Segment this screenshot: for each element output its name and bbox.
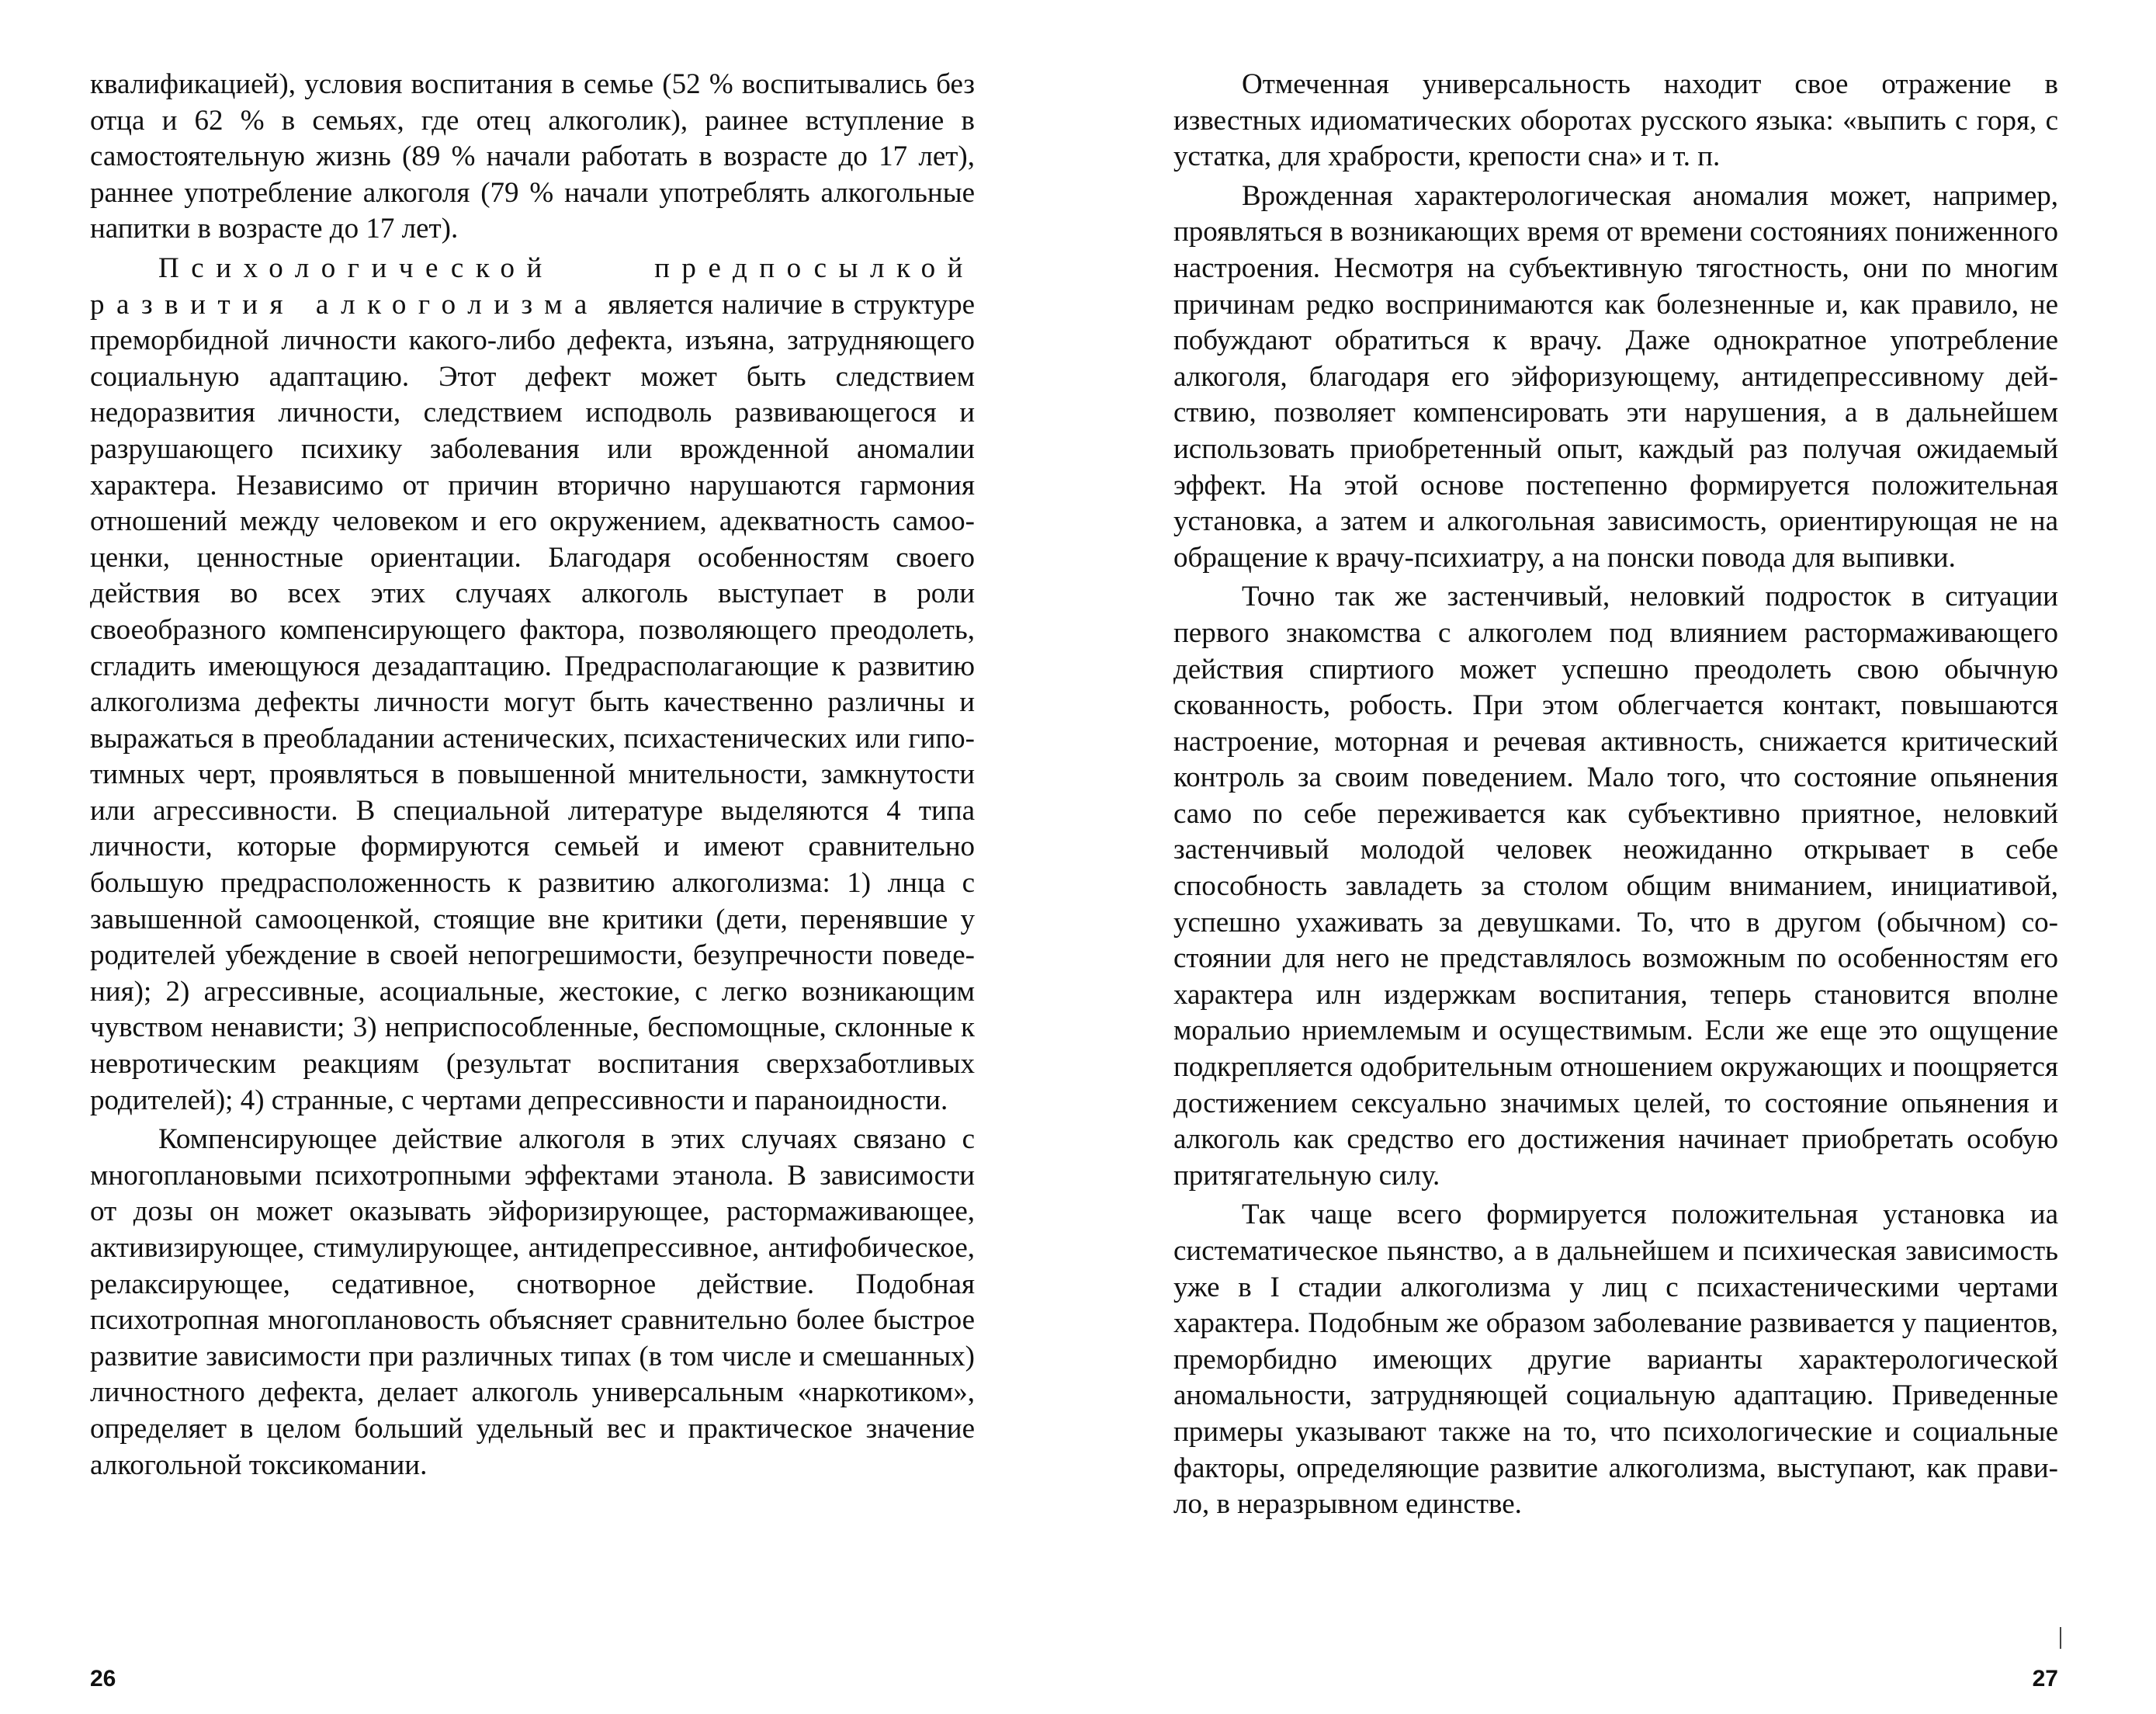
page-number-left: 26 [90,1666,116,1691]
left-paragraph-2-text: является наличие в структуре преморбидной личности какого-либо дефекта, изъяна, затрудняющего социальную адаптацию. Этот дефект может быть следствием недоразвития личности, следствием исподволь развивающегося и разрушающего психику заболевания или врожденной аномалии характера. Независимо от причин вторично нарушаются гармония отношений между человеком и его окружением, адекватность самооценки, ценностные ориентации. Благодаря особенностям своего действия во всех этих случаях алкоголь выступает в роли своеобразного компенсирующего фактора, позволяющего преодолеть, сгладить имеющуюся дезадаптацию. Предрасполагающие к развитию алкоголизма дефекты личности могут быть качественно различны и выражаться в преобладании астенических, психастенических или гипотимных черт, проявляться в повышенной мнительности, замкнутости или агрессивности. В специальной литературе выделяются 4 типа личности, которые формируются семьей и имеют сравнительно большую предрасположенность к развитию алкоголизма: 1) лнца с завышенной самооценкой, стоящие вне критики (дети, перенявшие у родителей убеждение в своей непогрешимости, безупречности поведения); 2) агрессивные, асоциальные, жестокие, с легко возникающим чувством ненависти; 3) неприспособленные, беспомощные, склонные к невротическим реакциям (результат воспитания сверхзаботливых родителей); 4) странные, с чертами депрессивности и параноидности. [90,288,975,1116]
right-paragraph-1: Отмеченная универсальность находит свое отражение в известных идиоматических оборотах русского языка: «выпить с горя, с устатка, для храбрости, крепости сна» и т. п. [1173,68,2058,173]
page-number-right: 27 [2032,1666,2058,1691]
right-paragraph-4: Так чаще всего формируется положительная установка иа систематическое пьянство, а в дальнейшем и психическая зависимость уже в I стадии алкоголизма у лиц с психастеническими чертами характера. Подобным же образом заболевание развивается у пациентов, преморбидно имеющих другие варианты характерологической аномальности, затрудняющей социальную адаптацию. Приведенные примеры указывают также на то, что психологические и социальные факторы, определяющие развитие алкоголизма, выступают, как правило, в неразрывном единстве. [1173,1199,2058,1521]
left-paragraph-2 [90,251,975,1119]
right-paragraph-3: Точно так же застенчивый, неловкий подросток в ситуации первого знакомства с алкоголем под влиянием растормаживающего действия спиртиого может успешно преодолеть свою обычную скованность, робость. При этом облегчается контакт, повышаются настроение, моторная и речевая активность, снижается критический контроль за своим поведением. Мало того, что состояние опьянения само по себе переживается как субъективно приятное, неловкий застенчивый молодой человек неожиданно открывает в себе способность завладеть за столом общим вниманием, инициативой, успешно ухаживать за девушками. То, что в другом (обычном) состоянии для него не представлялось возможным по особенностям его характера илн издержкам воспитания, теперь становится вполне моральио нриемлемым и осуществимым. Если же еще это ощущение подкрепляется одобрительным отношением окружающих и поощряется достижением сексуально значимых целей, то состояние опьянения и алкоголь как средство его достижения начинает приобретать особую притягательную силу. [1173,581,2058,1192]
margin-mark [2060,1627,2061,1649]
right-paragraph-2: Врожденная характерологическая аномалия может, например, проявляться в возникающих время от времени состояниях пониженного настроения. Несмотря на субъективную тягостность, они по многим причинам редко воспринимаются как болезненные и, как правило, не побуждают обратиться к врачу. Даже однократное употребление алкоголя, благодаря его эйфоризующему, антидепрессивному действию, позволяет компенсировать эти нарушения, а в дальнейшем использовать приобретенный опыт, каждый раз получая ожидаемый эффект. На этой основе постепенно формируется положительная установка, а затем и алкогольная зависимость, ориентирующая не на обращение к врачу-психиатру, а на понски повода для выпивки. [1173,179,2058,574]
left-paragraph-1: квалификацией), условия воспитания в семье (52 % воспитывались без отца и 62 % в семьях, где отец алкоголик), раинее вступление в самостоятельную жизнь (89 % начали работать в возрасте до 17 лет), раннее употребление алкоголя (79 % начали употреблять алкогольные напитки в возрасте до 17 лет). [90,68,975,245]
spaced-lead-phrase: Психологической предпосылкой развития алкоголизма [90,252,975,321]
left-page [90,67,975,1691]
left-paragraph-3: Компенсирующее действие алкоголя в этих случаях связано с многоплановыми психотропными эффектами этанола. В зависимости от дозы он может оказывать эйфоризирующее, растормаживающее, активизирующее, стимулирующее, антидепрессивное, антифобическое, релаксирующее, седативное, снотворное действие. Подобная психотропная многоплановость объясняет сравнительно более быстрое развитие зависимости при различных типах (в том числе и смешанных) личностного дефекта, делает алкоголь универсальным «наркотиком», определяет в целом больший удельный вес и практическое значение алкогольной токсикомании. [90,1123,975,1481]
right-page [1173,67,2058,1691]
